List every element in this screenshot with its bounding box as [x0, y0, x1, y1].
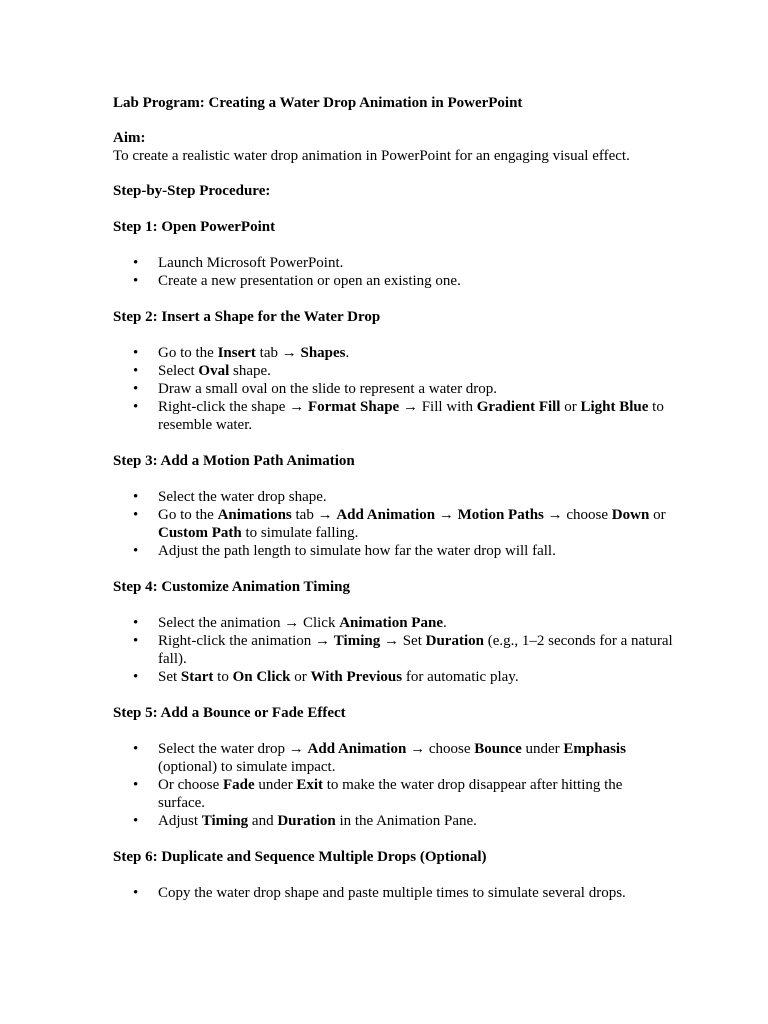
bullet-icon: •: [133, 777, 139, 793]
step-section: [113, 218, 673, 290]
text-run: tab →: [255, 345, 301, 361]
step-heading: Step 4: Customize Animation Timing: [113, 579, 350, 595]
text-run: Select the water drop shape.: [158, 489, 327, 505]
bold-text-run: Start: [180, 669, 214, 685]
text-run: Right-click the animation →: [158, 633, 334, 649]
text-run: shape.: [229, 363, 271, 379]
step-section: [113, 578, 673, 686]
bullet-icon: •: [133, 813, 139, 829]
bullet-icon: •: [133, 255, 139, 271]
step-heading: Step 1: Open PowerPoint: [113, 219, 276, 235]
bullet-item: [113, 740, 673, 776]
bold-text-run: Exit: [296, 777, 323, 793]
text-run: under: [254, 777, 297, 793]
text-run: Create a new presentation or open an existing one.: [158, 273, 461, 289]
text-run: to: [213, 669, 233, 685]
bold-text-run: Motion Paths: [457, 507, 544, 523]
text-run: Right-click the shape →: [158, 399, 308, 415]
procedure-label: Step-by-Step Procedure:: [113, 183, 271, 199]
text-run: Or choose: [158, 777, 223, 793]
step-heading: Step 2: Insert a Shape for the Water Drop: [113, 309, 381, 325]
bullet-icon: •: [133, 669, 139, 685]
bold-text-run: Fade: [222, 777, 255, 793]
bullet-icon: •: [133, 885, 139, 901]
text-run: to simulate falling.: [241, 525, 359, 541]
text-run: in the Animation Pane.: [335, 813, 477, 829]
bold-text-run: Oval: [198, 363, 230, 379]
text-run: tab →: [291, 507, 337, 523]
bullet-item: [113, 812, 673, 830]
step-heading: Step 5: Add a Bounce or Fade Effect: [113, 705, 346, 721]
bold-text-run: Light Blue: [580, 399, 649, 415]
bold-text-run: Emphasis: [563, 741, 626, 757]
bold-text-run: Insert: [217, 345, 256, 361]
bold-text-run: Custom Path: [158, 525, 242, 541]
bold-text-run: Format Shape: [307, 399, 400, 415]
bold-text-run: Add Animation: [307, 741, 407, 757]
text-run: → choose: [543, 507, 612, 523]
text-run: → choose: [406, 741, 475, 757]
text-run: Adjust: [158, 813, 202, 829]
step-heading: Step 6: Duplicate and Sequence Multiple Drops (Optional): [113, 849, 487, 865]
text-run: under: [521, 741, 564, 757]
text-run: Set: [158, 669, 181, 685]
text-run: or: [649, 507, 666, 523]
step-bullet-list: [113, 614, 673, 686]
bullet-item: [113, 488, 673, 506]
text-run: to resemble water.: [158, 399, 664, 433]
step-section: [113, 308, 673, 434]
text-run: Go to the: [158, 507, 218, 523]
bullet-icon: •: [133, 363, 139, 379]
aim-label: Aim:: [113, 130, 146, 146]
text-run: for automatic play.: [402, 669, 519, 685]
text-run: → Set: [380, 633, 426, 649]
text-run: (optional) to simulate impact.: [158, 759, 336, 775]
bullet-item: [113, 272, 673, 290]
step-section: [113, 848, 673, 902]
bullet-item: [113, 380, 673, 398]
bullet-icon: •: [133, 345, 139, 361]
bullet-item: [113, 344, 673, 362]
bullet-icon: •: [133, 399, 139, 415]
text-run: .: [345, 345, 350, 361]
bold-text-run: Gradient Fill: [476, 399, 561, 415]
text-run: Select: [158, 363, 199, 379]
text-run: Copy the water drop shape and paste multiple times to simulate several drops.: [158, 885, 626, 901]
step-heading: Step 3: Add a Motion Path Animation: [113, 453, 355, 469]
text-run: Draw a small oval on the slide to represent a water drop.: [158, 381, 498, 397]
text-run: or: [290, 669, 311, 685]
bold-text-run: Timing: [333, 633, 381, 649]
bullet-icon: •: [133, 741, 139, 757]
bullet-item: [113, 398, 673, 434]
bold-text-run: With Previous: [310, 669, 403, 685]
text-run: to make the water drop disappear after hitting the surface.: [158, 777, 623, 811]
bold-text-run: Timing: [201, 813, 249, 829]
text-run: Go to the: [158, 345, 218, 361]
step-section: [113, 704, 673, 830]
bullet-icon: •: [133, 633, 139, 649]
document-title: Lab Program: Creating a Water Drop Animation in PowerPoint: [113, 95, 523, 111]
bold-text-run: Bounce: [474, 741, 522, 757]
steps-container: [113, 218, 673, 902]
bullet-item: [113, 254, 673, 272]
bold-text-run: Duration: [277, 813, 336, 829]
bold-text-run: On Click: [232, 669, 291, 685]
bullet-icon: •: [133, 543, 139, 559]
bullet-icon: •: [133, 489, 139, 505]
text-run: and: [248, 813, 278, 829]
bullet-item: [113, 362, 673, 380]
aim-text: To create a realistic water drop animation in PowerPoint for an engaging visual effect.: [113, 148, 630, 164]
text-run: →: [435, 507, 458, 523]
step-bullet-list: [113, 254, 673, 290]
bold-text-run: Duration: [425, 633, 484, 649]
step-bullet-list: [113, 344, 673, 434]
bullet-item: [113, 884, 673, 902]
step-bullet-list: [113, 884, 673, 902]
text-run: or: [560, 399, 581, 415]
bullet-item: [113, 632, 673, 668]
bullet-item: [113, 542, 673, 560]
bullet-item: [113, 506, 673, 542]
step-bullet-list: [113, 740, 673, 830]
text-run: → Fill with: [399, 399, 477, 415]
text-run: Select the water drop →: [158, 741, 308, 757]
text-run: (e.g., 1–2 seconds for a natural fall).: [158, 633, 673, 667]
bullet-icon: •: [133, 381, 139, 397]
bold-text-run: Add Animation: [336, 507, 436, 523]
bullet-item: [113, 614, 673, 632]
text-run: .: [442, 615, 447, 631]
bullet-icon: •: [133, 273, 139, 289]
bold-text-run: Animation Pane: [339, 615, 443, 631]
bullet-icon: •: [133, 507, 139, 523]
bullet-item: [113, 668, 673, 686]
step-section: [113, 452, 673, 560]
text-run: Launch Microsoft PowerPoint.: [158, 255, 344, 271]
bullet-icon: •: [133, 615, 139, 631]
text-run: Adjust the path length to simulate how far the water drop will fall.: [158, 543, 556, 559]
bold-text-run: Animations: [217, 507, 292, 523]
document-page: [113, 94, 673, 902]
bold-text-run: Shapes: [300, 345, 346, 361]
step-bullet-list: [113, 488, 673, 560]
bullet-item: [113, 776, 673, 812]
text-run: Select the animation → Click: [158, 615, 340, 631]
bold-text-run: Down: [611, 507, 650, 523]
